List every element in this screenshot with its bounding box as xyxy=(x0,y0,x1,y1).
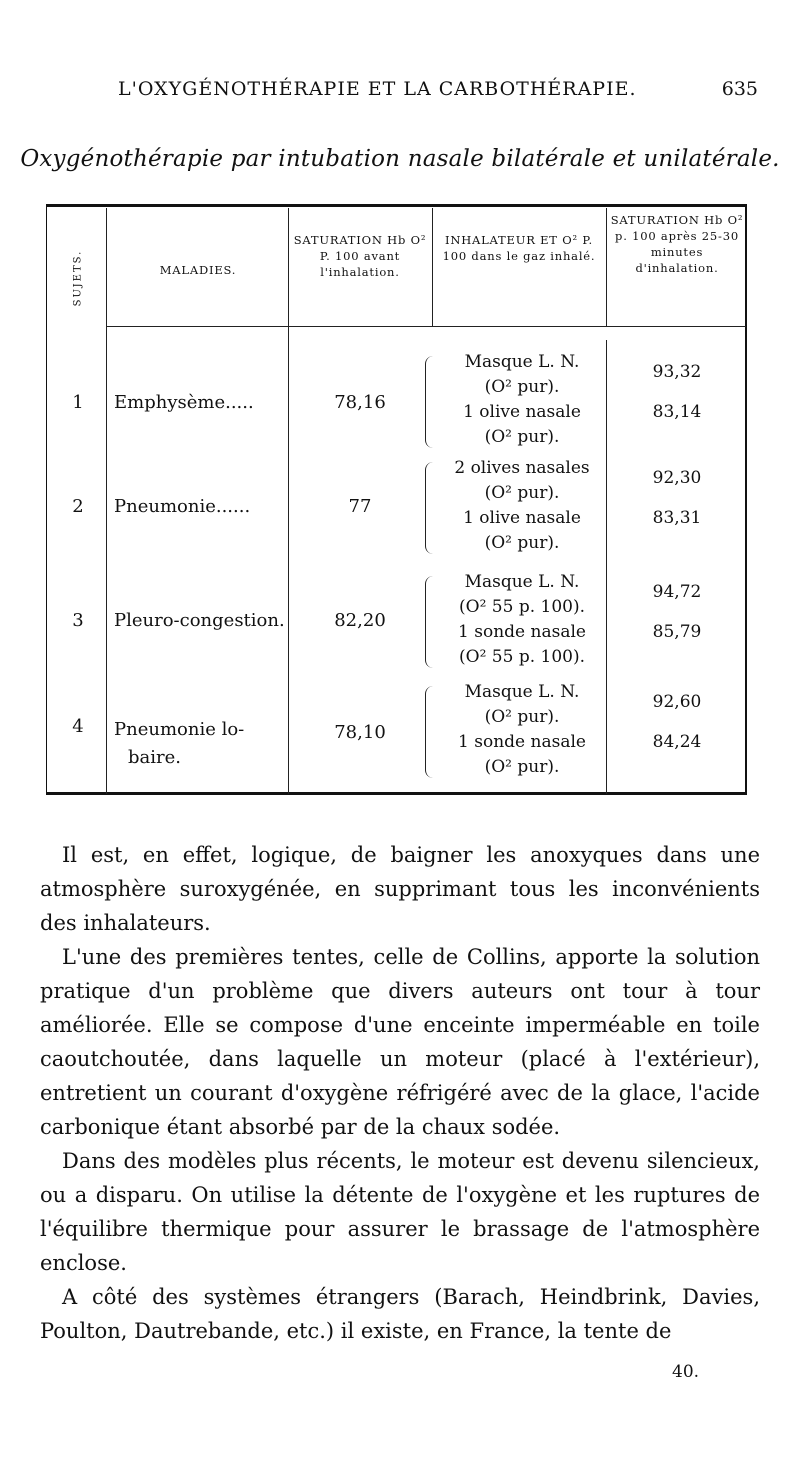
row-maladie: Pleuro-congestion. xyxy=(114,610,285,631)
row-sat-avant: 77 xyxy=(348,496,372,517)
col-divider xyxy=(288,208,289,794)
paragraph: Il est, en effet, logique, de baigner les anoxyques dans une atmosphère suroxygénée, en supprimant tous les inconvénients des inhalateurs. xyxy=(40,843,760,935)
signature-mark: 40. xyxy=(672,1362,700,1382)
row-sat-avant: 78,16 xyxy=(334,392,386,413)
paragraph: Dans des modèles plus récents, le moteur est devenu silencieux, ou a disparu. On utilise la détente de l'oxygène et les ruptures de l'équilibre thermique pour assurer le brassage de l'atmosphère enclose. xyxy=(40,1149,760,1275)
row-sat-apres: 93,32 83,14 xyxy=(652,362,702,422)
row-sujet: 3 xyxy=(72,610,84,631)
row-inhalateur: Masque L. N. (O² pur). 1 olive nasale (O² pur). xyxy=(463,352,581,447)
row-sat-apres: 94,72 85,79 xyxy=(652,582,702,642)
row-brace xyxy=(425,462,437,554)
col-divider xyxy=(606,340,607,794)
row-inhalateur: Masque L. N. (O² 55 p. 100). 1 sonde nasale (O² 55 p. 100). xyxy=(458,572,586,667)
paragraph: A côté des systèmes étrangers (Barach, Heindbrink, Davies, Poulton, Dautrebande, etc.) il existe, en France, la tente de xyxy=(40,1285,760,1343)
running-title: L'OXYGÉNOTHÉRAPIE ET LA CARBOTHÉRAPIE. xyxy=(118,78,637,100)
row-sujet: 2 xyxy=(72,496,84,517)
body-text xyxy=(40,838,760,1348)
row-inhalateur: 2 olives nasales (O² pur). 1 olive nasale (O² pur). xyxy=(454,458,590,553)
row-sujet: 1 xyxy=(72,392,84,413)
table-title: Oxygénothérapie par intubation nasale bilatérale et unilatérale. xyxy=(20,146,780,172)
row-sat-apres: 92,30 83,31 xyxy=(652,468,702,528)
row-sat-avant: 82,20 xyxy=(334,610,386,631)
header-sujets: SUJETS. xyxy=(72,249,84,307)
col-divider xyxy=(432,208,433,326)
row-inhalateur: Masque L. N. (O² pur). 1 sonde nasale (O² pur). xyxy=(458,682,586,777)
row-maladie: Emphysème..... xyxy=(114,392,254,413)
row-brace xyxy=(425,356,437,448)
row-sat-avant: 78,10 xyxy=(334,722,386,743)
row-maladie: Pneumonie lo- baire. xyxy=(114,719,245,768)
row-brace xyxy=(425,576,437,668)
page-number: 635 xyxy=(721,78,758,100)
header-saturation-apres: SATURATION Hb O² p. 100 après 25-30 minutes d'inhalation. xyxy=(610,213,744,275)
paragraph: L'une des premières tentes, celle de Collins, apporte la solution pratique d'un problème que divers auteurs ont tour à tour améliorée. Elle se compose d'une enceinte imperméable en toile caoutchoutée, dans laquelle un moteur (placé à l'extérieur), entretient un courant d'oxygène réfrigéré avec de la glace, l'acide carbonique étant absorbé par de la chaux sodée. xyxy=(40,945,760,1139)
row-maladie: Pneumonie...... xyxy=(114,496,251,517)
row-sat-apres: 92,60 84,24 xyxy=(652,692,702,752)
header-maladies: MALADIES. xyxy=(159,263,237,277)
header-rule xyxy=(106,326,746,327)
running-header xyxy=(118,78,758,102)
header-saturation-avant: SATURATION Hb O² P. 100 avant l'inhalation. xyxy=(293,233,427,279)
header-inhalateur: INHALATEUR ET O² P. 100 dans le gaz inhalé. xyxy=(442,233,596,263)
col-divider xyxy=(106,208,107,794)
col-divider xyxy=(606,208,607,326)
row-brace xyxy=(425,686,437,778)
row-sujet: 4 xyxy=(72,716,84,737)
